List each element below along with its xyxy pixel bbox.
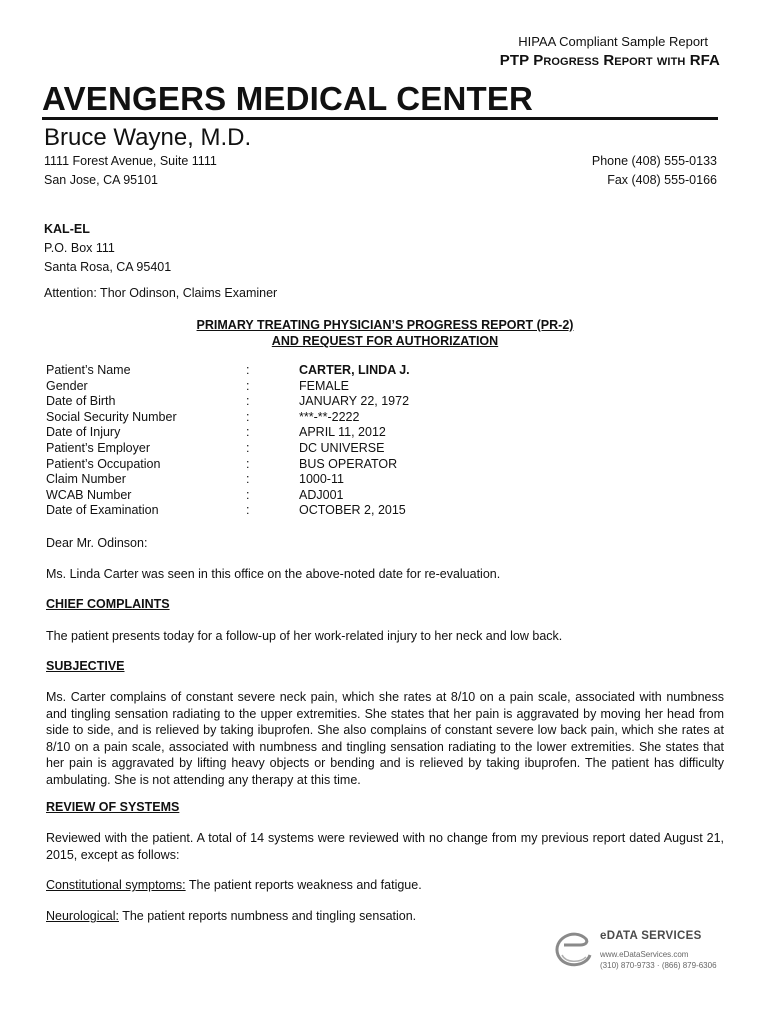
patient-info-row — [46, 503, 499, 519]
patient-info-colon: : — [246, 378, 250, 393]
patient-info-row — [46, 363, 499, 379]
salutation: Dear Mr. Odinson: — [46, 536, 148, 550]
chief-complaints-text: The patient presents today for a follow-up of her work-related injury to her neck and low back. — [46, 629, 563, 643]
report-title-line1: PRIMARY TREATING PHYSICIAN’S PROGRESS REPORT (PR-2) — [196, 318, 574, 332]
patient-info-row — [46, 425, 499, 441]
patient-info-label: Social Security Number — [46, 409, 177, 424]
report-type-ptp: PTP — [499, 52, 534, 69]
patient-info-body — [46, 363, 499, 519]
clinic-fax: Fax (408) 555-0166 — [607, 173, 717, 187]
clinic-contact — [592, 152, 717, 190]
patient-info-colon: : — [246, 456, 250, 471]
clinic-name: AVENGERS MEDICAL CENTER — [42, 80, 534, 117]
e-swoosh-logo-icon — [550, 925, 598, 973]
patient-info-colon: : — [246, 503, 250, 518]
recipient-name: KAL-EL — [44, 222, 90, 236]
clinic-divider — [42, 117, 718, 120]
patient-info-value: BUS OPERATOR — [299, 456, 398, 471]
patient-info-label: Date of Examination — [46, 503, 159, 518]
patient-info-row — [46, 441, 499, 457]
clinic-phone: Phone (408) 555-0133 — [591, 154, 717, 168]
recipient-block — [44, 220, 171, 277]
patient-info-value: CARTER, LINDA J. — [299, 363, 410, 377]
patient-info-colon: : — [246, 425, 250, 440]
patient-info-value: ADJ001 — [299, 487, 344, 502]
patient-info-label: Patient’s Name — [46, 363, 131, 377]
patient-info-value: OCTOBER 2, 2015 — [299, 503, 406, 518]
logo-phones: (310) 870-9733 · (866) 879-6306 — [600, 961, 717, 970]
patient-info-row — [46, 457, 499, 473]
patient-info-value: DC UNIVERSE — [299, 440, 385, 455]
patient-info-row — [46, 472, 499, 488]
patient-info-label: WCAB Number — [46, 487, 132, 502]
patient-info-colon: : — [246, 440, 250, 455]
constitutional-line — [46, 877, 724, 894]
constitutional-label: Constitutional symptoms: — [46, 878, 186, 892]
neurological-label: Neurological: — [46, 909, 119, 923]
subjective-heading: SUBJECTIVE — [46, 659, 125, 673]
patient-info-label: Date of Birth — [46, 394, 116, 409]
patient-info-label: Date of Injury — [46, 425, 121, 440]
patient-info-colon: : — [246, 409, 250, 424]
neurological-line — [46, 908, 724, 925]
patient-info-value: APRIL 11, 2012 — [299, 425, 386, 440]
recipient-line1: P.O. Box 111 — [44, 241, 115, 255]
patient-info-label: Claim Number — [46, 472, 126, 487]
patient-info-colon: : — [246, 363, 250, 377]
patient-info-row — [46, 488, 499, 504]
patient-info-table — [46, 363, 499, 519]
constitutional-text: The patient reports weakness and fatigue. — [185, 878, 422, 892]
patient-info-colon: : — [246, 394, 250, 409]
edata-services-logo — [550, 925, 730, 975]
patient-info-colon: : — [246, 487, 250, 502]
doctor-name: Bruce Wayne, M.D. — [44, 124, 252, 151]
patient-info-row — [46, 410, 499, 426]
patient-info-value: JANUARY 22, 1972 — [299, 394, 410, 409]
patient-info-label: Patient’s Employer — [46, 440, 150, 455]
clinic-address-line2: San Jose, CA 95101 — [44, 173, 158, 187]
clinic-address-line1: 1111 Forest Avenue, Suite 1111 — [44, 154, 217, 168]
patient-info-value: 1000-11 — [299, 472, 344, 487]
neurological-text: The patient reports numbness and tingling sensation. — [118, 909, 417, 923]
patient-info-row — [46, 394, 499, 410]
intro-paragraph: Ms. Linda Carter was seen in this office on the above-noted date for re-evaluation. — [46, 567, 501, 581]
clinic-address — [44, 152, 217, 190]
recipient-line2: Santa Rosa, CA 95401 — [44, 260, 172, 274]
patient-info-row — [46, 379, 499, 395]
patient-info-label: Patient’s Occupation — [46, 456, 161, 471]
report-title — [0, 317, 770, 349]
logo-name: eDATA SERVICES — [600, 930, 702, 942]
patient-info-colon: : — [246, 472, 250, 487]
report-type-title — [500, 52, 720, 69]
chief-complaints-heading: CHIEF COMPLAINTS — [46, 597, 170, 611]
patient-info-label: Gender — [46, 378, 88, 393]
review-of-systems-heading: REVIEW OF SYSTEMS — [46, 800, 180, 814]
report-title-line2: AND REQUEST FOR AUTHORIZATION — [271, 334, 499, 348]
report-type-rest: Progress Report with RFA — [533, 52, 720, 69]
patient-info-value: ***-**-2222 — [299, 409, 360, 424]
review-of-systems-text: Reviewed with the patient. A total of 14 systems were reviewed with no change from my previous report dated August 21, 2015, except as follows: — [46, 831, 724, 862]
attention-line: Attention: Thor Odinson, Claims Examiner — [44, 286, 278, 300]
hipaa-note: HIPAA Compliant Sample Report — [518, 34, 708, 49]
patient-info-value: FEMALE — [299, 378, 350, 393]
logo-url: www.eDataServices.com — [600, 950, 689, 959]
subjective-text: Ms. Carter complains of constant severe neck pain, which she rates at 8/10 on a pain scale, associated with numbness and tingling sensation radiating to the upper extremities. She states that her pain is aggravated by moving her head from side to side, and is relieved by taking ibuprofen. She also complains of constant severe low back pain, which she rates at 8/10 on a pain scale, associated with numbness and tingling sensation radiating to the lower extremities. She states that her pain is aggravated by lifting heavy objects or bending and is relieved by taking ibuprofen. The patient has difficulty ambulating. She is not attending any therapy at this time. — [46, 690, 724, 787]
